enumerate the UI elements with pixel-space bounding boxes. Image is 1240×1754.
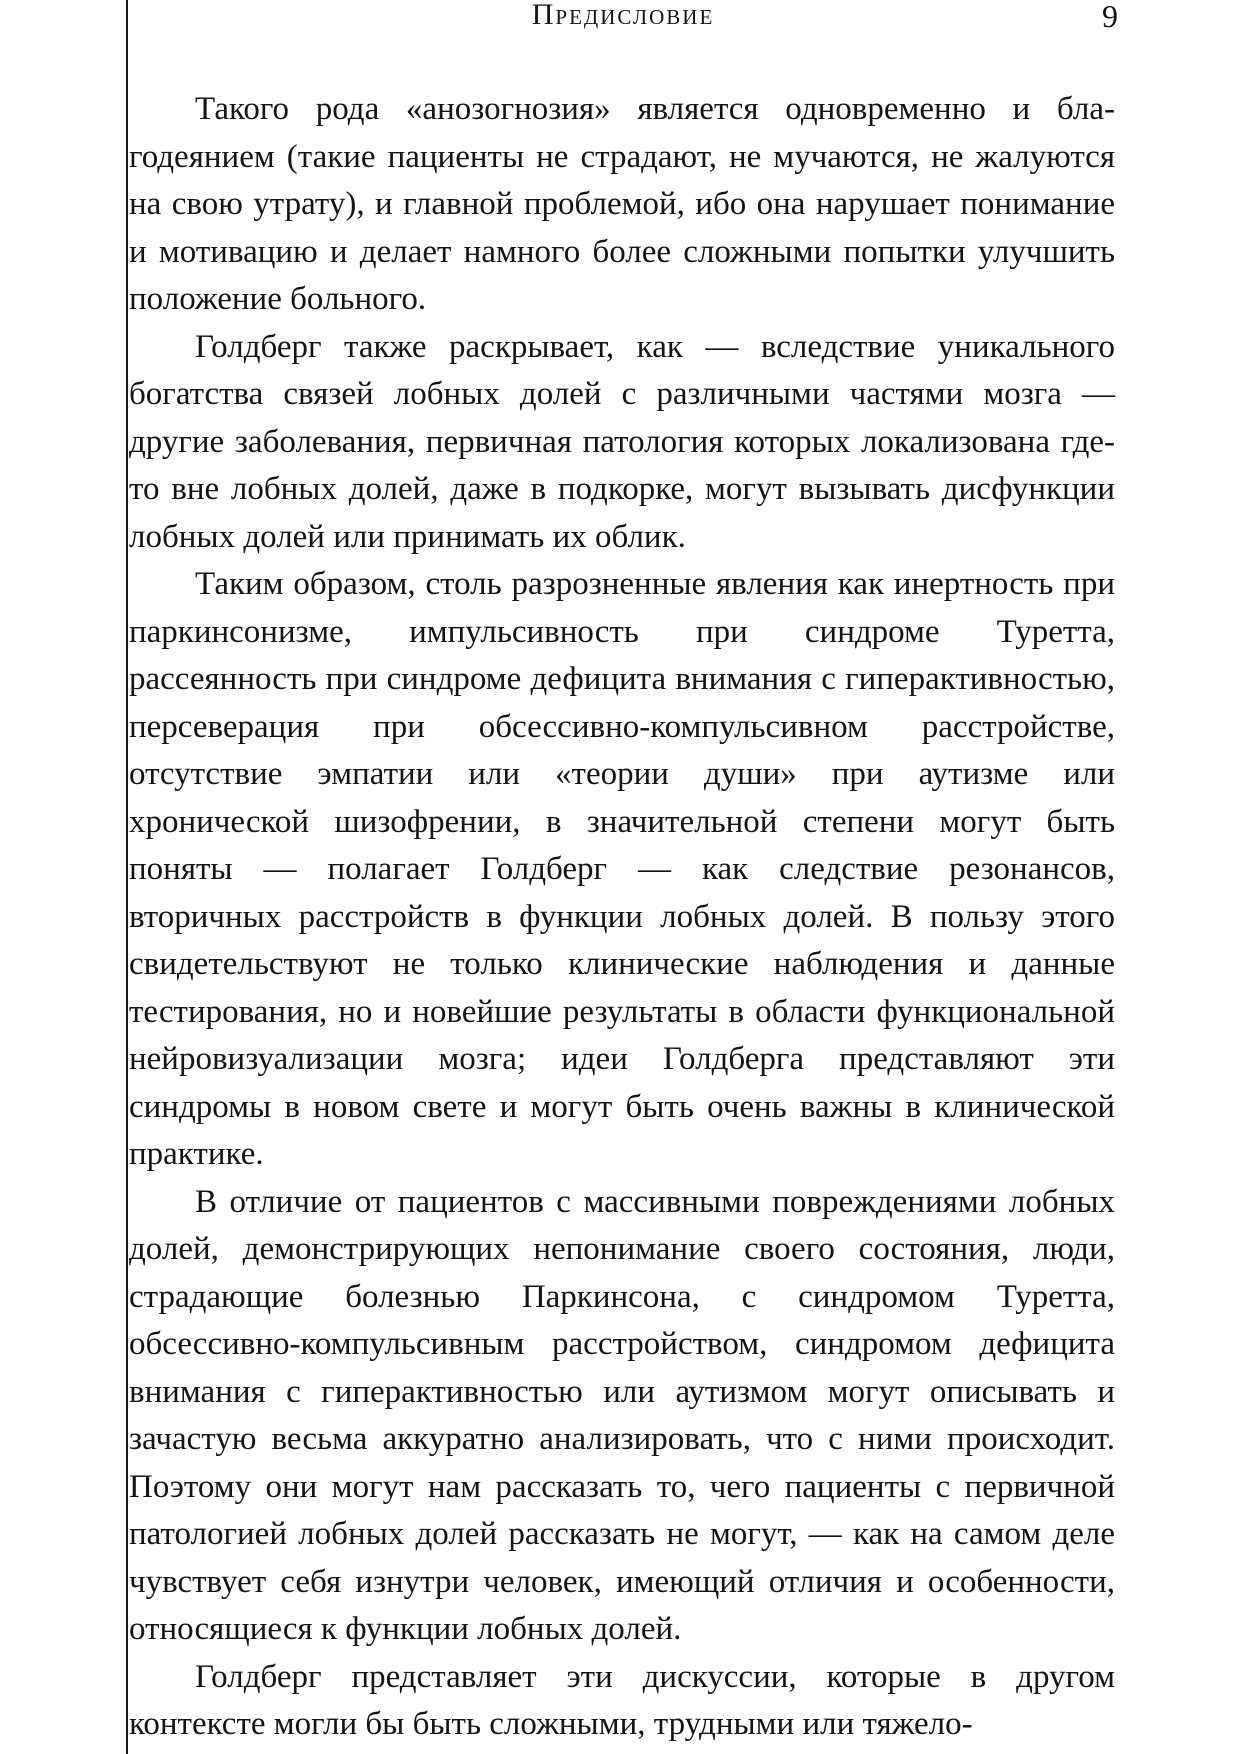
paragraph: Такого рода «анозогнозия» является одновременно и благодеянием (такие пациенты не страдают, не мучаются, не жалуются на свою утрату), и главной проблемой, ибо она нарушает понимание и мотивацию и делает намного более сложными попытки улучшить положение больного. (129, 91, 1115, 317)
page-number: 9 (1102, 0, 1118, 34)
paragraph: Голдберг также раскрывает, как — вследствие уникального богатства связей лобных долей с различными частями мозга — другие заболевания, первичная патология которых локализована где-то вне лобных долей, даже в подкорке, могут вызывать дисфункции лобных долей или принимать их облик. (129, 328, 1115, 555)
paragraph: В отличие от пациентов с массивными повреждениями лобных долей, демонстрирующих непонимание своего состояния, люди, страдающие болезнью Паркинсона, с синдромом Туретта, обсессивно-компульсивным расстройством, синдромом дефицита внимания с гиперактивностью или аутизмом могут описывать и зачастую весьма аккуратно анализировать, что с ними происходит. Поэтому они могут нам рассказать то, чего пациенты с первичной патологией лобных долей рассказать не могут, — как на самом деле чувствует себя изнутри человек, имеющий отличия и особенности, относящиеся к функции лобных долей. (129, 1183, 1115, 1647)
paragraph: Голдберг представляет эти дискуссии, которые в другом контексте могли бы быть сложными, трудными или тяжело- (129, 1658, 1115, 1742)
paragraph: Таким образом, столь разрозненные явления как инертность при паркинсонизме, импульсивность при синдроме Туретта, рассеянность при синдроме дефицита внимания с гиперактивностью, персеверация при обсессивно-компульсивном расстройстве, отсутствие эмпатии или «теории души» при аутизме или хронической шизофрении, в значительной степени могут быть поняты — полагает Голдберг — как следствие резонансов, вторичных расстройств в функции лобных долей. В пользу этого свидетельствуют не только клинические наблюдения и данные тестирования, но и новейшие результаты в области функциональной нейровизуализации мозга; идеи Голдберга представляют эти синдромы в новом свете и могут быть очень важны в клинической практике. (129, 566, 1115, 1172)
running-title: Предисловие (531, 0, 715, 31)
page-edge-rule (126, 0, 128, 1754)
running-header (128, 0, 1118, 40)
body-text (129, 86, 1115, 1749)
